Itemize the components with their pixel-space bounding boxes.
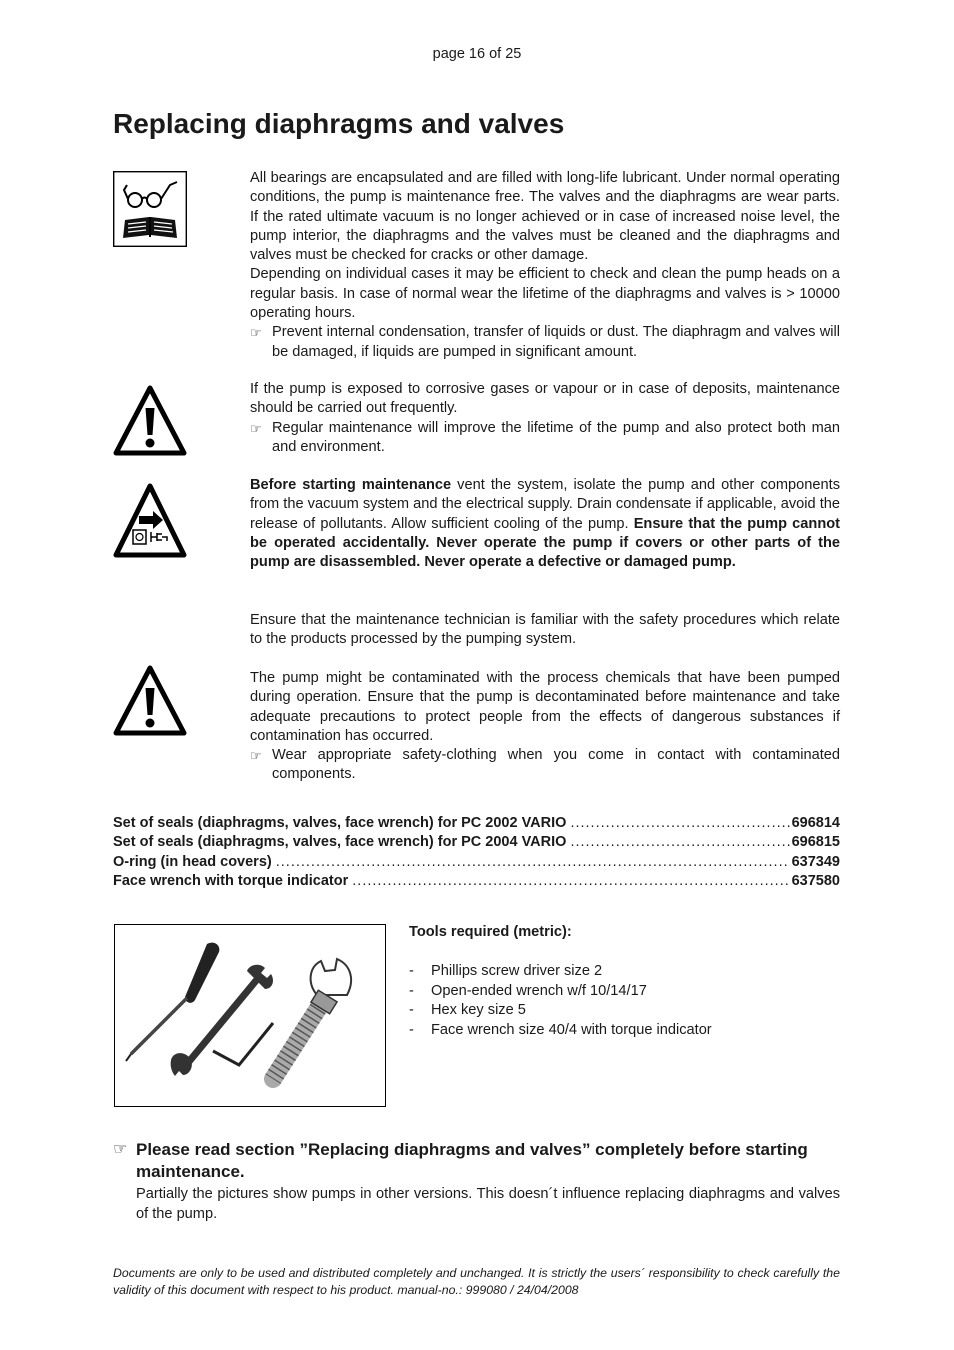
contamination-section <box>250 669 840 785</box>
before-maintenance-bold-warning: Ensure that the pump cannot be operated accidentally. Never operate the pump if covers or other parts of the pump are disassembled. Never operate a defective or damaged pump. <box>250 515 841 571</box>
warning-icon <box>113 384 187 461</box>
tool-item-label: Phillips screw driver size 2 <box>431 963 603 979</box>
tools-required <box>409 923 712 1040</box>
before-maintenance-text: vent the system, isolate the pump and other components from the vacuum system and the electrical supply. Drain condensate if applicable, avoid the release of pollutants. Allow sufficient cooling of the pump. <box>250 477 840 532</box>
intro-paragraph-2: Depending on individual cases it may be efficient to check and clean the pump heads on a regular basis. In case of normal wear the lifetime of the diaphragms and valves is > 10000 operating hours. <box>250 266 840 322</box>
page-number: page 16 of 25 <box>432 46 522 62</box>
part-label: Set of seals (diaphragms, valves, face wrench) for PC 2004 VARIO <box>113 834 567 851</box>
parts-list-item <box>113 853 840 872</box>
leader-dots <box>570 814 789 833</box>
intro-hint <box>250 323 840 362</box>
part-label: Set of seals (diaphragms, valves, face wrench) for PC 2002 VARIO <box>113 815 567 831</box>
part-label: O-ring (in head covers) <box>113 853 272 870</box>
part-label: Face wrench with torque indicator <box>113 872 349 889</box>
tool-item: - Hex key size 5 <box>409 1001 712 1021</box>
part-number: 637580 <box>791 872 840 889</box>
intro-hint-text: Prevent internal condensation, transfer of liquids or dust. The diaphragm and valves will be damaged, if liquids are pumped in significant amount. <box>272 324 840 360</box>
note-bold-text: Please read section ”Replacing diaphragms and valves” completely before starting maintenance. <box>136 1140 808 1181</box>
footer-disclaimer: Documents are only to be used and distributed completely and unchanged. It is strictly the users´ responsibility to check carefully the validity of this document with respect to his product. manual-no.: 999080 / 24/04/2008 <box>113 1266 840 1297</box>
page-title: Replacing diaphragms and valves <box>113 108 565 139</box>
tool-item-label: Face wrench size 40/4 with torque indicator <box>431 1021 712 1038</box>
before-maintenance-section <box>250 476 840 572</box>
tool-item: - Phillips screw driver size 2 <box>409 962 712 982</box>
tool-item-label: Open-ended wrench w/f 10/14/17 <box>431 982 647 999</box>
part-number: 696814 <box>791 815 840 831</box>
leader-dots <box>570 833 789 852</box>
read-manual-icon <box>113 171 187 252</box>
contamination-hint <box>250 746 840 785</box>
hex-key-icon <box>213 1023 273 1065</box>
leader-dots <box>352 872 789 891</box>
corrosive-hint-text: Regular maintenance will improve the lifetime of the pump and also protect both man and environment. <box>272 419 840 455</box>
intro-section <box>250 169 840 362</box>
warning-icon <box>113 664 187 741</box>
pointing-hand-icon: ☞ <box>250 325 262 341</box>
pointing-hand-icon: ☞ <box>250 748 262 764</box>
parts-list-item <box>113 872 840 891</box>
part-number: 637349 <box>791 853 840 870</box>
read-section-note <box>113 1139 840 1224</box>
tool-item: - Face wrench size 40/4 with torque indicator <box>409 1021 712 1041</box>
note-text: Partially the pictures show pumps in other versions. This doesn´t influence replacing diaphragms and valves of the pump. <box>136 1186 840 1222</box>
pointing-hand-icon: ☞ <box>250 420 262 436</box>
part-number: 696815 <box>791 834 840 851</box>
contamination-paragraph: The pump might be contaminated with the process chemicals that have been pumped during operation. Ensure that the pump is decontaminated before maintenance and take adequate precautions to protect people from the effects of dangerous substances if contamination has occurred. <box>250 670 840 744</box>
open-ended-wrench-icon <box>171 965 273 1076</box>
pointing-hand-icon: ☞ <box>113 1141 128 1158</box>
tools-image <box>114 924 386 1107</box>
tools-heading: Tools required (metric): <box>409 924 572 940</box>
tool-item: - Open-ended wrench w/f 10/14/17 <box>409 982 712 1002</box>
contamination-hint-text: Wear appropriate safety-clothing when you come in contact with contaminated components. <box>272 747 840 783</box>
leader-dots <box>276 853 790 872</box>
corrosive-paragraph: If the pump is exposed to corrosive gases or vapour or in case of deposits, maintenance should be carried out frequently. <box>250 381 840 417</box>
tool-item-label: Hex key size 5 <box>431 1002 526 1018</box>
before-maintenance-bold-start: Before starting maintenance <box>250 477 452 493</box>
intro-paragraph-1: All bearings are encapsulated and are filled with long-life lubricant. Under normal operating conditions, the pump is maintenance free. The valves and the diaphragms are wear parts. If the rated ultimate vacuum is no longer achieved or in case of increased noise level, the pump interior, the diaphragms and the valves must be cleaned and the diaphragms and valves must be checked for cracks or other damage. <box>250 170 840 264</box>
before-maintenance-paragraph <box>250 476 840 572</box>
parts-list <box>113 814 840 891</box>
corrosive-section <box>250 380 840 457</box>
parts-list-item <box>113 814 840 833</box>
parts-list-item <box>113 833 840 852</box>
ensure-paragraph: Ensure that the maintenance technician is familiar with the safety procedures which relate to the products processed by the pumping system. <box>250 612 840 648</box>
ensure-section <box>250 611 840 650</box>
corrosive-hint <box>250 419 840 458</box>
face-wrench-icon <box>273 959 351 1079</box>
disconnect-power-warning-icon <box>113 482 187 563</box>
